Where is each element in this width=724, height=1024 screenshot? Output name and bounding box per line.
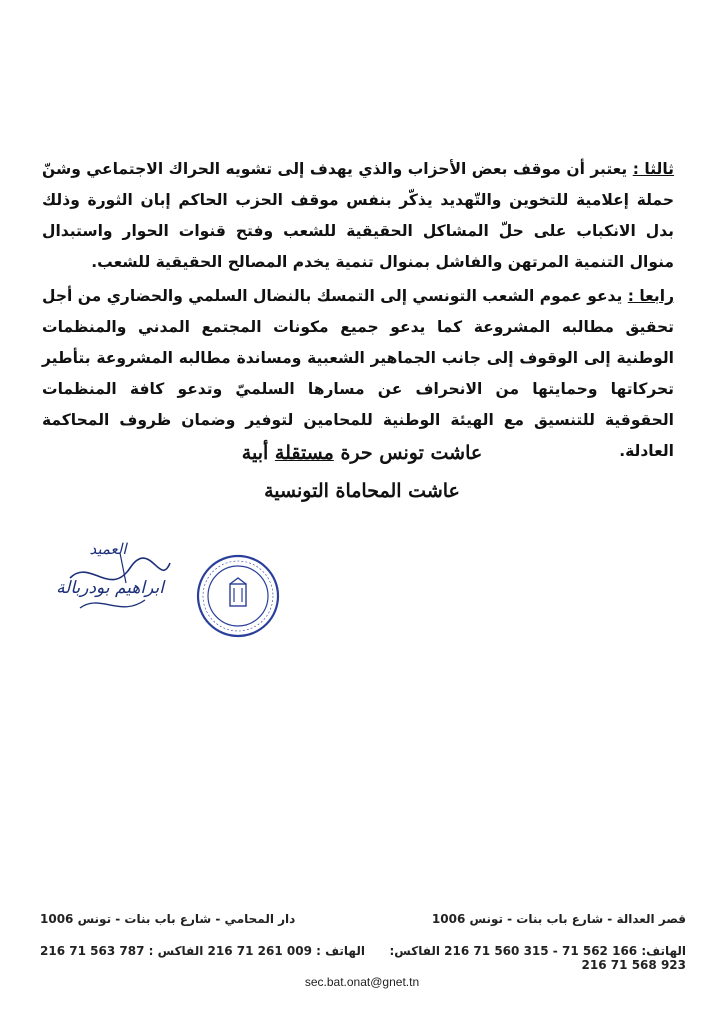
section-third [42,154,674,278]
slogan-tunisia-part2: أبية [241,442,275,464]
section-fourth [42,281,674,467]
signatory-title: العميد [89,540,127,558]
footer-email-link[interactable]: sec.bat.onat@gnet.tn [304,975,420,989]
slogan-bar: عاشت المحاماة التونسية [264,480,460,502]
slogan-tunisia [0,442,724,464]
section-fourth-text: يدعو عموم الشعب التونسي إلى التمسك بالنضال السلمي والحضاري من أجل تحقيق مطالبه المشروعة كما يدعو جميع مكونات المجتمع المدني والمنظمات الوطنية إلى الوقوف إلى جانب الجماهير الشعبية ومساندة مطالبه المشروعة بتأطير تحركاتها وحمايتها من الانحراف عن مسارها السلميّ وتدعو كافة المنظمات الحقوقية للتنسيق مع الهيئة الوطنية للمحامين لتوفير وضمان ظروف المحاكمة العادلة. [42,287,674,460]
slogan-tunisia-part1: عاشت تونس حرة [333,442,483,464]
section-third-lead: ثالثا : [632,160,675,178]
footer-phones-right: الهاتف: 166 562 71 - 315 560 71 216 الفاكس: 923 568 71 216 [389,944,686,972]
section-third-text: يعتبر أن موقف بعض الأحزاب والذي يهدف إلى تشويه الحراك الاجتماعي وشنّ حملة إعلامية للتخوين والتّهديد يذكّر بنفس موقف الحزب الحاكم إبان الثورة وذلك بدل الانكباب على حلّ المشاكل الحقيقية للشعب وفتح قنوات الحوار واستبدال منوال التنمية المرتهن والفاشل بمنوال تنمية يخدم المصالح الحقيقية للشعب. [42,160,674,271]
slogan-tunisia-underlined: مستقلة [274,442,334,464]
signatory-name: ابراهيم بودربالة [56,578,164,598]
section-fourth-lead: رابعا : [627,287,674,305]
official-stamp [196,554,280,638]
footer-address-left: دار المحامي - شارع باب بنات - تونس 1006 [40,912,296,926]
footer-phones-left: الهاتف : 009 261 71 216 الفاكس : 787 563 71 216 [40,944,365,958]
footer-address-right: قصر العدالة - شارع باب بنات - تونس 1006 [431,912,686,926]
